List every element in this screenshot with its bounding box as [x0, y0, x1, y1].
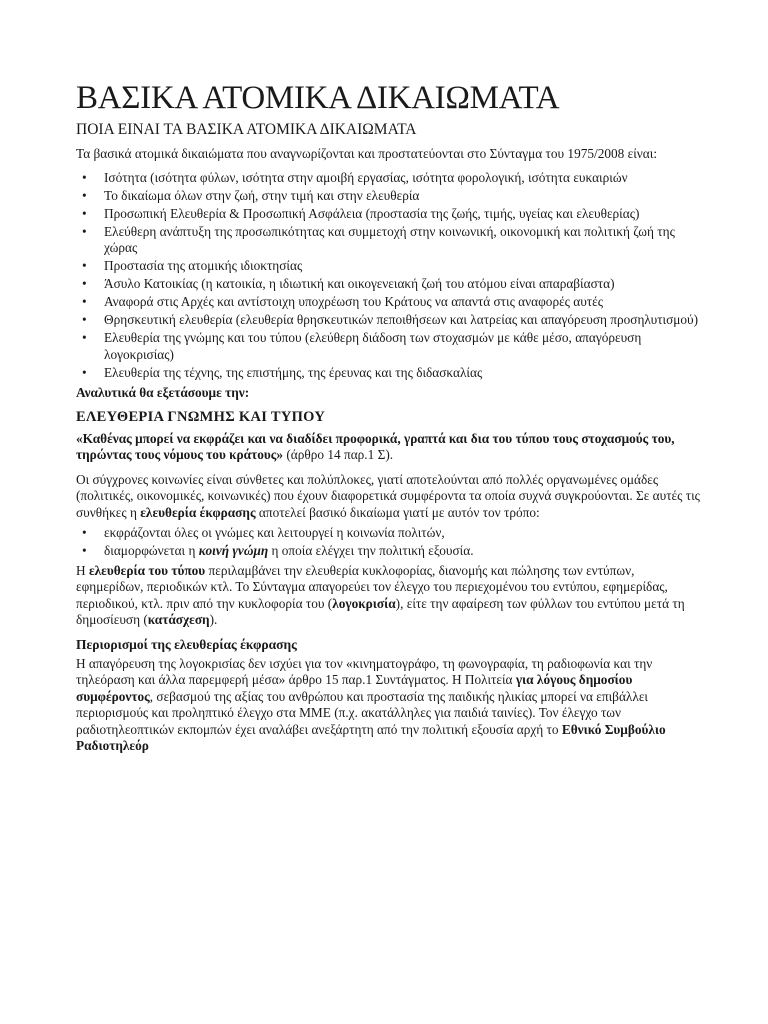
emphasis-text: λογοκρισία — [332, 595, 396, 611]
rights-list-item: • Αναφορά στις Αρχές και αντίστοιχη υποχρέωση του Κράτους να απαντά στις αναφορές αυτές — [104, 294, 701, 311]
emphasis-text: Εθνικό Συμβούλιο Ραδιοτηλεόρ — [76, 721, 666, 753]
press-freedom-paragraph — [76, 563, 701, 629]
text-run: Η — [76, 562, 89, 578]
expression-list-item — [104, 543, 701, 560]
analysis-label: Αναλυτικά θα εξετάσουμε την: — [76, 385, 250, 400]
emphasis-text: κοινή γνώμη — [198, 543, 269, 558]
quote-reference: (άρθρο 14 παρ.1 Σ). — [283, 447, 394, 462]
text-run: ), είτε την αφαίρεση των φύλλων του εντύπου μετά τη δημοσίευση ( — [76, 595, 685, 627]
document-body — [76, 78, 701, 755]
emphasis-text: ελευθερία του τύπου — [88, 562, 206, 578]
text-run: Η απαγόρευση της λογοκρισίας δεν ισχύει για τον «κινηματογράφο, τη φωνογραφία, τη ραδιοφωνία και την τηλεόραση και άλλα παρεμφερή μέσα» άρθρο 15 παρ.1 Συντάγματος. Η Πολιτεία — [76, 655, 653, 687]
document-title: ΒΑΣΙΚΑ ΑΤΟΜΙΚΑ ΔΙΚΑΙΩΜΑΤΑ — [76, 80, 560, 116]
quote-text: «Καθένας μπορεί να εκφράζει και να διαδίδει προφορικά, γραπτά και δια του τύπου τους στοχασμούς του, τηρώντας τους νόμους του κράτους» — [76, 430, 675, 462]
section-title: ΕΛΕΥΘΕΡΙΑ ΓΝΩΜΗΣ ΚΑΙ ΤΥΠΟΥ — [76, 408, 326, 425]
document-subtitle: ΠΟΙΑ ΕΙΝΑΙ ΤΑ ΒΑΣΙΚΑ ΑΤΟΜΙΚΑ ΔΙΚΑΙΩΜΑΤΑ — [76, 121, 417, 138]
rights-list-item: • Το δικαίωμα όλων στην ζωή, στην τιμή και στην ελευθερία — [104, 188, 701, 205]
rights-list-item: • Προσωπική Ελευθερία & Προσωπική Ασφάλεια (προστασία της ζωής, τιμής, υγείας και ελευθερίας) — [104, 206, 701, 223]
rights-list-item: • Άσυλο Κατοικίας (η κατοικία, η ιδιωτική και οικογενειακή ζωή του ατόμου είναι απαραβίαστα) — [104, 276, 701, 293]
constitution-quote — [76, 431, 701, 464]
rights-list-item: • Θρησκευτική ελευθερία (ελευθερία θρησκευτικών πεποιθήσεων και λατρείας και απαγόρευση προσηλυτισμού) — [104, 312, 701, 329]
text-run: αποτελεί βασικό δικαίωμα γιατί με αυτόν τον τρόπο: — [255, 504, 540, 520]
rights-list-item: • Ελευθερία της γνώμης και του τύπου (ελεύθερη διάδοση των στοχασμών με κάθε μέσο, απαγόρευση λογοκρισίας) — [104, 330, 701, 363]
text-run: η οποία ελέγχει την πολιτική εξουσία. — [268, 543, 474, 558]
expression-paragraph — [76, 472, 701, 522]
rights-list-item: • Ελεύθερη ανάπτυξη της προσωπικότητας και συμμετοχή στην κοινωνική, οικονομική και πολιτική ζωή της χώρας — [104, 224, 701, 257]
limits-paragraph — [76, 656, 701, 755]
rights-list-item: • Προστασία της ατομικής ιδιοκτησίας — [104, 258, 701, 275]
text-run: Οι σύγχρονες κοινωνίες είναι σύνθετες και πολύπλοκες, γιατί αποτελούνται από πολλές οργανωμένες ομάδες (πολιτικές, οικονομικές, κοινωνικές) που έχουν διαφορετικά συμφέροντα τα οποία συχνά συγκρούονται. Σε αυτές τις συνθήκες η — [76, 471, 700, 520]
rights-list — [76, 170, 701, 382]
intro-paragraph: Τα βασικά ατομικά δικαιώματα που αναγνωρίζονται και προστατεύονται στο Σύνταγμα του 1975/2008 είναι: — [76, 146, 658, 161]
text-run: περιλαμβάνει την ελευθερία κυκλοφορίας, διανομής και πώλησης των εντύπων, εφημερίδων, περιοδικών κτλ. Το Σύνταγμα απαγορεύει τον έλεγχο του περιεχομένου του εντύπου, εφημερίδας, περιοδικού, κτλ. πριν από την κυκλοφορία του ( — [76, 562, 668, 611]
emphasis-text: ελευθερία έκφρασης — [140, 504, 256, 520]
text-run: , σεβασμού της αξίας του ανθρώπου και προστασία της παιδικής ηλικίας μπορεί να επιβάλλει περιορισμούς και προληπτικό έλεγχο στα ΜΜΕ (π.χ. ακατάλληλες για παιδιά ταινίες). Τον έλεγχο των ραδιοτηλεοπτικών εκπομπών έχει αναλάβει ανεξάρτητη από την πολιτική εξουσία αρχή το — [76, 688, 648, 737]
emphasis-text: για λόγους δημοσίου συμφέροντος — [76, 672, 633, 704]
emphasis-text: κατάσχεση — [147, 612, 210, 627]
rights-list-item: • Ισότητα (ισότητα φύλων, ισότητα στην αμοιβή εργασίας, ισότητα φορολογική, ισότητα ευκαιριών — [104, 170, 701, 187]
rights-list-item: • Ελευθερία της τέχνης, της επιστήμης, της έρευνας και της διδασκαλίας — [104, 365, 701, 382]
limits-heading: Περιορισμοί της ελευθερίας έκφρασης — [76, 636, 297, 652]
expression-list-item: • εκφράζονται όλες οι γνώμες και λειτουργεί η κοινωνία πολιτών, — [104, 525, 701, 542]
text-run: ). — [209, 612, 218, 627]
text-run: διαμορφώνεται η — [104, 543, 199, 558]
expression-list — [76, 525, 701, 560]
